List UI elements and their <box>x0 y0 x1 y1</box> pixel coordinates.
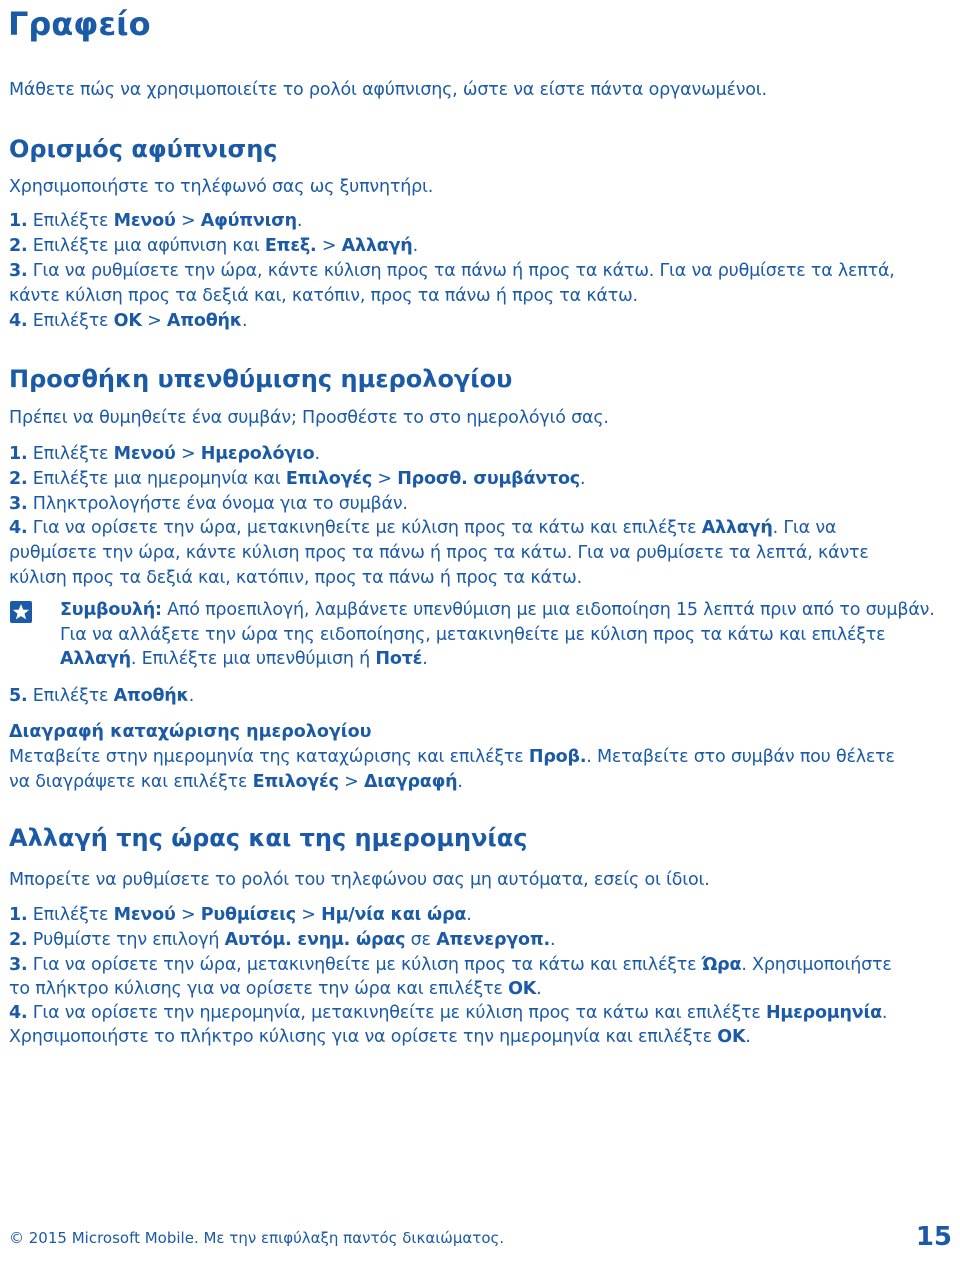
reminder-step-3: 3. Πληκτρολογήστε ένα όνομα για το συμβάν. <box>9 494 408 514</box>
reminder-heading: Προσθήκη υπενθύμισης ημερολογίου <box>9 365 513 393</box>
intro-text: Μάθετε πώς να χρησιμοποιείτε το ρολόι αφύπνισης, ώστε να είστε πάντα οργανωμένοι. <box>9 80 767 100</box>
footer-copyright: © 2015 Microsoft Mobile. Με την επιφύλαξη παντός δικαιώματος. <box>9 1229 505 1247</box>
datetime-step-1: 1. Επιλέξτε Μενού > Ρυθμίσεις > Ημ/νία και ώρα. <box>9 905 472 925</box>
datetime-heading: Αλλαγή της ώρας και της ημερομηνίας <box>9 824 528 852</box>
page-number: 15 <box>915 1222 952 1252</box>
alarm-step-2: 2. Επιλέξτε μια αφύπνιση και Επεξ. > Αλλαγή. <box>9 236 418 256</box>
datetime-step-4-cont: Χρησιμοποιήστε το πλήκτρο κύλισης για να ορίσετε την ημερομηνία και επιλέξτε OK. <box>9 1027 751 1047</box>
alarm-intro: Χρησιμοποιήστε το τηλέφωνό σας ως ξυπνητήρι. <box>9 177 434 197</box>
alarm-step-4: 4. Επιλέξτε OK > Αποθήκ. <box>9 311 248 331</box>
datetime-step-3: 3. Για να ορίσετε την ώρα, μετακινηθείτε με κύλιση προς τα κάτω και επιλέξτε Ώρα. Χρησιμοποιήστε <box>9 955 892 975</box>
tip-text: Συμβουλή: Από προεπιλογή, λαμβάνετε υπενθύμιση με μια ειδοποίηση 15 λεπτά πριν από το συμβάν. Για να αλλάξετε την ώρα της ειδοποίησης, μετακινηθείτε με κύλιση προς τα κάτω και επιλέξτε Αλλαγή. Επιλέξτε μια υπενθύμιση ή Ποτέ. <box>60 600 935 669</box>
reminder-step-4-line-3: κύλιση προς τα δεξιά και, κατόπιν, προς τα πάνω ή προς τα κάτω. <box>9 568 582 588</box>
delete-text-line-2: να διαγράψετε και επιλέξτε Επιλογές > Διαγραφή. <box>9 772 463 792</box>
datetime-intro: Μπορείτε να ρυθμίσετε το ρολόι του τηλεφώνου σας μη αυτόματα, εσείς οι ίδιοι. <box>9 870 710 890</box>
alarm-step-3-cont: κάντε κύλιση προς τα δεξιά και, κατόπιν, προς τα πάνω ή προς τα κάτω. <box>9 286 638 306</box>
reminder-step-4: 4. Για να ορίσετε την ώρα, μετακινηθείτε με κύλιση προς τα κάτω και επιλέξτε Αλλαγή. Για να <box>9 518 837 538</box>
datetime-step-2: 2. Ρυθμίστε την επιλογή Αυτόμ. ενημ. ώρας σε Απενεργοπ.. <box>9 930 556 950</box>
reminder-step-4-line-2: ρυθμίσετε την ώρα, κάντε κύλιση προς τα πάνω ή προς τα κάτω. Για να ρυθμίσετε τα λεπτά, κάντε <box>9 543 869 563</box>
reminder-step-5: 5. Επιλέξτε Αποθήκ. <box>9 686 195 706</box>
page-title: Γραφείο <box>8 5 151 43</box>
delete-heading: Διαγραφή καταχώρισης ημερολογίου <box>9 722 372 742</box>
star-icon <box>10 601 32 623</box>
delete-text-line-1: Μεταβείτε στην ημερομηνία της καταχώρισης και επιλέξτε Προβ.. Μεταβείτε στο συμβάν που θέλετε <box>9 747 895 767</box>
reminder-intro: Πρέπει να θυμηθείτε ένα συμβάν; Προσθέστε το στο ημερολόγιό σας. <box>9 408 609 428</box>
datetime-step-3-cont: το πλήκτρο κύλισης για να ορίσετε την ώρα και επιλέξτε OK. <box>9 979 542 999</box>
datetime-step-4: 4. Για να ορίσετε την ημερομηνία, μετακινηθείτε με κύλιση προς τα κάτω και επιλέξτε Ημερομηνία. <box>9 1003 888 1023</box>
alarm-heading: Ορισμός αφύπνισης <box>9 135 278 163</box>
alarm-step-1: 1. Επιλέξτε Μενού > Αφύπνιση. <box>9 211 303 231</box>
reminder-step-1: 1. Επιλέξτε Μενού > Ημερολόγιο. <box>9 444 320 464</box>
reminder-step-2: 2. Επιλέξτε μια ημερομηνία και Επιλογές > Προσθ. συμβάντος. <box>9 469 586 489</box>
alarm-step-3: 3. Για να ρυθμίσετε την ώρα, κάντε κύλιση προς τα πάνω ή προς τα κάτω. Για να ρυθμίσετε τα λεπτά, <box>9 261 895 281</box>
